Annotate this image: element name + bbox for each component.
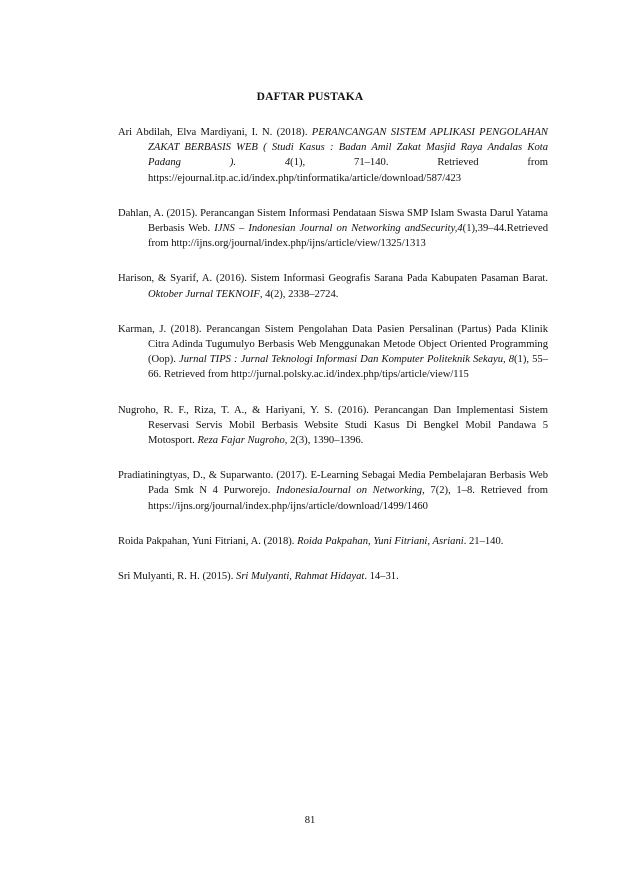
reference-item bbox=[118, 403, 548, 449]
page-title: DAFTAR PUSTAKA bbox=[256, 91, 364, 103]
reference-text: (3), 1390–1396. bbox=[295, 435, 364, 447]
reference-text: Pradiatiningtyas, D., & Suparwanto. (2017). E-Learning Sebagai Media Pembelajaran Berbasis Web Pada Smk N 4 Purworejo. bbox=[118, 470, 548, 497]
reference-title: Roida Pakpahan, Yuni Fitriani, Asriani bbox=[297, 535, 464, 547]
reference-list bbox=[118, 125, 548, 604]
reference-text: (1),39–44.Retrieved from http://ijns.org/journal/index.php/ijns/article/view/1325/1313 bbox=[148, 223, 548, 250]
reference-title: Reza Fajar Nugroho bbox=[197, 435, 285, 447]
reference-text: , 7 bbox=[422, 485, 436, 497]
reference-item bbox=[118, 271, 548, 301]
reference-item bbox=[118, 468, 548, 514]
reference-text: Nugroho, R. F., Riza, T. A., & Hariyani, Y. S. (2016). Perancangan Dan Implementasi Sistem Reservasi Servis Mobil Berbasis Website Studi Kasus Di Bengkel Mobil Pandawa 5 Motosport. bbox=[118, 404, 548, 447]
reference-text: Ari Abdilah, Elva Mardiyani, I. N. (2018). bbox=[118, 127, 312, 138]
reference-item bbox=[118, 125, 548, 186]
reference-text: . 21–140. bbox=[463, 535, 504, 547]
reference-title: Oktober Jurnal TEKNOIF bbox=[148, 288, 260, 300]
page-number: 81 bbox=[304, 815, 316, 826]
reference-text: (2), 2338–2724. bbox=[270, 288, 339, 300]
reference-text: Roida Pakpahan, Yuni Fitriani, A. (2018). bbox=[118, 535, 298, 547]
reference-text: , 4 bbox=[259, 288, 271, 300]
reference-title: Sri Mulyanti, Rahmat Hidayat bbox=[236, 571, 365, 583]
reference-title: IndonesiaJournal on Networking bbox=[276, 485, 423, 497]
reference-text: Karman, J. (2018). Perancangan Sistem Pengolahan Data Pasien Persalinan (Partus) Pada Klinik Citra Adinda Tugumulyo Berbasis Web Menggunakan Metode Object Oriented Programming (Oop). bbox=[118, 323, 548, 366]
reference-text: , 2 bbox=[284, 435, 296, 447]
reference-item bbox=[118, 206, 548, 252]
reference-item bbox=[118, 322, 548, 383]
reference-item bbox=[118, 534, 548, 549]
reference-item bbox=[118, 569, 548, 584]
reference-text: . 14–31. bbox=[364, 571, 399, 583]
reference-title: PERANCANGAN SISTEM APLIKASI PENGOLAHAN ZAKAT BERBASIS WEB ( Studi Kasus : Badan Amil Zakat Masjid Raya Andalas Kota Padang ). 4 bbox=[148, 127, 548, 169]
reference-text: (2), 1–8. Retrieved from https://ijns.org/journal/index.php/ijns/article/download/1499/1460 bbox=[148, 485, 548, 512]
reference-text: Harison, & Syarif, A. (2016). Sistem Informasi Geografis Sarana Pada Kabupaten Pasaman Barat. bbox=[118, 273, 548, 285]
reference-text: (1), 71–140. Retrieved from https://ejournal.itp.ac.id/index.php/tinformatika/article/download/587/423 bbox=[148, 157, 548, 184]
reference-text: (1), 55–66. Retrieved from http://jurnal.polsky.ac.id/index.php/tips/article/view/115 bbox=[148, 354, 548, 381]
reference-title: Jurnal TIPS : Jurnal Teknologi Informasi Dan Komputer Politeknik Sekayu, 8 bbox=[179, 354, 515, 366]
reference-text: Sri Mulyanti, R. H. (2015). bbox=[118, 571, 237, 583]
reference-title: IJNS – Indonesian Journal on Networking andSecurity,4 bbox=[214, 223, 463, 235]
reference-text: Dahlan, A. (2015). Perancangan Sistem Informasi Pendataan Siswa SMP Islam Swasta Darul Yatama Berbasis Web. bbox=[118, 207, 548, 235]
